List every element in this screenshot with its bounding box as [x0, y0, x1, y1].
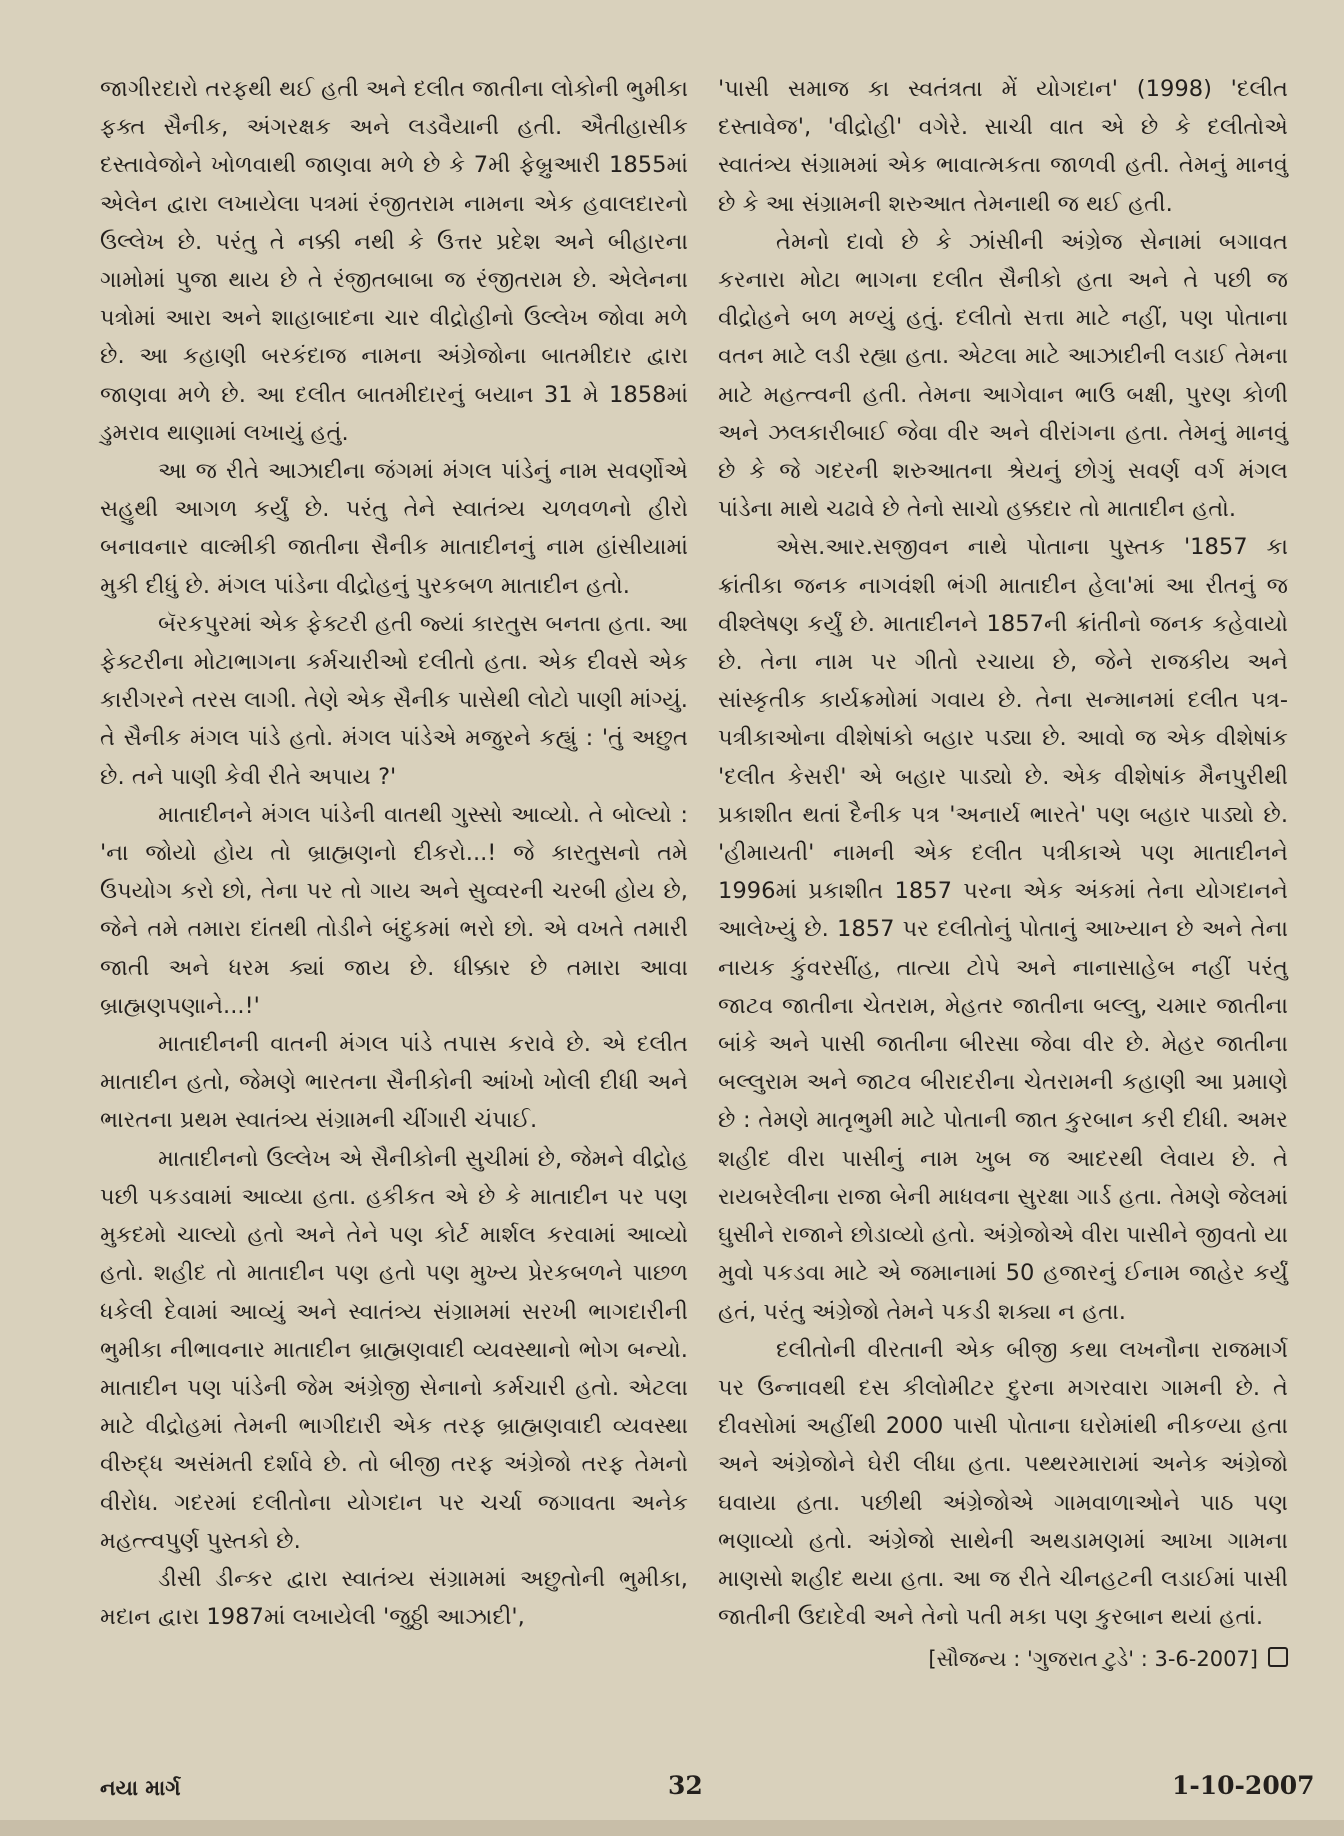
source-credit	[718, 1640, 1288, 1678]
left-paragraph-1: જાગીરદારો તરફથી થઈ હતી અને દલીત જાતીના લોકોની ભુમીકા ફક્ત સૈનીક, અંગરક્ષક અને લડવૈયાની હતી. ઐતીહાસીક દસ્તાવેજોને ખોળવાથી જાણવા મળે છે કે 7મી ફેબ્રુઆરી 1855માં એલેન દ્વારા લખાયેલા પત્રમાં રંજીતરામ નામના એક હવાલદારનો ઉલ્લેખ છે. પરંતુ તે નક્કી નથી કે ઉત્તર પ્રદેશ અને બીહારના ગામોમાં પુજા થાય છે તે રંજીતબાબા જ રંજીતરામ છે. એલેનના પત્રોમાં આરા અને શાહાબાદના ચાર વીદ્રોહીનો ઉલ્લેખ જોવા મળે છે. આ કહાણી બરકંદાજ નામના અંગ્રેજોના બાતમીદાર દ્વારા જાણવા મળે છે. આ દલીત બાતમીદારનું બયાન 31 મે 1858માં ડુમરાવ થાણામાં લખાયું હતું.	[100, 76, 688, 446]
left-column	[100, 70, 688, 1636]
left-paragraph-3: બૅરકપુરમાં એક ફેક્ટરી હતી જ્યાં કારતુસ બનતા હતા. આ ફેક્ટરીના મોટાભાગના કર્મચારીઓ દલીતો હતા. એક દીવસે એક કારીગરને તરસ લાગી. તેણે એક સૈનીક પાસેથી લોટો પાણી માંગ્યું. તે સૈનીક મંગલ પાંડે હતો. મંગલ પાંડેએ મજુરને કહ્યું : 'તું અછુત છે. તને પાણી કેવી રીતે અપાય ?'	[100, 610, 688, 790]
footer-magazine-name: નયા માર્ગ	[100, 1776, 181, 1800]
left-paragraph-5: માતાદીનની વાતની મંગલ પાંડે તપાસ કરાવે છે. એ દલીત માતાદીન હતો, જેમણે ભારતના સૈનીકોની આંખો ખોલી દીધી અને ભારતના પ્રથમ સ્વાતંત્ર્ય સંગ્રામની ચીંગારી ચંપાઈ.	[100, 1031, 688, 1134]
right-paragraph-4: દલીતોની વીરતાની એક બીજી કથા લખનૌના રાજમાર્ગ પર ઉન્નાવથી દસ કીલોમીટર દુરના મગરવારા ગામની છે. તે દીવસોમાં અહીંથી 2000 પાસી પોતાના ઘરોમાંથી નીકળ્યા હતા અને અંગ્રેજોને ઘેરી લીધા હતા. પથ્થરમારામાં અનેક અંગ્રેજો ઘવાયા હતા. પછીથી અંગ્રેજોએ ગામવાળાઓને પાઠ પણ ભણાવ્યો હતો. અંગ્રેજો સાથેની અથડામણમાં આખા ગામના માણસો શહીદ થયા હતા. આ જ રીતે ચીનહટની લડાઈમાં પાસી જાતીની ઉદાદેવી અને તેનો પતી મકા પણ કુરબાન થયાં હતાં.	[718, 1336, 1288, 1631]
end-mark-icon	[1268, 1647, 1288, 1667]
left-paragraph-6: માતાદીનનો ઉલ્લેખ એ સૈનીકોની સુચીમાં છે, જેમને વીદ્રોહ પછી પકડવામાં આવ્યા હતા. હકીકત એ છે કે માતાદીન પર પણ મુકદમો ચાલ્યો હતો અને તેને પણ કોર્ટ માર્શલ કરવામાં આવ્યો હતો. શહીદ તો માતાદીન પણ હતો પણ મુખ્ય પ્રેરકબળને પાછળ ધકેલી દેવામાં આવ્યું અને સ્વાતંત્ર્ય સંગ્રામમાં સરખી ભાગદારીની ભુમીકા નીભાવનાર માતાદીન બ્રાહ્મણવાદી વ્યવસ્થાનો ભોગ બન્યો. માતાદીન પણ પાંડેની જેમ અંગ્રેજી સેનાનો કર્મચારી હતો. એટલા માટે વીદ્રોહમાં તેમની ભાગીદારી એક તરફ બ્રાહ્મણવાદી વ્યવસ્થા વીરુદ્ધ અસંમતી દર્શાવે છે. તો બીજી તરફ અંગ્રેજો તરફ તેમનો વીરોધ. ગદરમાં દલીતોના યોગદાન પર ચર્ચા જગાવતા અનેક મહત્ત્વપુર્ણ પુસ્તકો છે.	[100, 1145, 688, 1554]
right-paragraph-1: 'પાસી સમાજ કા સ્વતંત્રતા મેં યોગદાન' (1998) 'દલીત દસ્તાવેજ', 'વીદ્રોહી' વગેરે. સાચી વાત એ છે કે દલીતોએ સ્વાતંત્ર્ય સંગ્રામમાં એક ભાવાત્મકતા જાળવી હતી. તેમનું માનવું છે કે આ સંગ્રામની શરુઆત તેમનાથી જ થઈ હતી.	[718, 76, 1288, 217]
right-paragraph-3: એસ.આર.સજીવન નાથે પોતાના પુસ્તક '1857 કા ક્રાંતીકા જનક નાગવંશી ભંગી માતાદીન હેલા'માં આ રીતનું જ વીશ્લેષણ કર્યું છે. માતાદીનને 1857ની ક્રાંતીનો જનક કહેવાયો છે. તેના નામ પર ગીતો રચાયા છે, જેને રાજકીય અને સાંસ્કૃતીક કાર્યક્રમોમાં ગવાય છે. તેના સન્માનમાં દલીત પત્ર-પત્રીકાઓના વીશેષાંકો બહાર પડ્યા છે. આવો જ એક વીશેષાંક 'દલીત કેસરી' એ બહાર પાડ્યો છે. એક વીશેષાંક મૈનપુરીથી પ્રકાશીત થતાં દૈનીક પત્ર 'અનાર્ય ભારતે' પણ બહાર પાડ્યો છે. 'હીમાયતી' નામની એક દલીત પત્રીકાએ પણ માતાદીનને 1996માં પ્રકાશીત 1857 પરના એક અંકમાં તેના યોગદાનને આલેખ્યું છે. 1857 પર દલીતોનું પોતાનું આખ્યાન છે અને તેના નાયક કુંવરસીંહ, તાત્યા ટોપે અને નાનાસાહેબ નહીં પરંતુ જાટવ જાતીના ચેતરામ, મેહતર જાતીના બલ્લુ, ચમાર જાતીના બાંકે અને પાસી જાતીના બીરસા જેવા વીર છે. મેહર જાતીના બલ્લુરામ અને જાટવ બીરાદરીના ચેતરામની કહાણી આ પ્રમાણે છે : તેમણે માતૃભુમી માટે પોતાની જાત કુરબાન કરી દીધી. અમર શહીદ વીરા પાસીનું નામ ખુબ જ આદરથી લેવાય છે. તે રાયબરેલીના રાજા બેની માધવના સુરક્ષા ગાર્ડ હતા. તેમણે જેલમાં ઘુસીને રાજાને છોડાવ્યો હતો. અંગ્રેજોએ વીરા પાસીને જીવતો યા મુવો પકડવા માટે એ જમાનામાં 50 હજારનું ઈનામ જાહેર કર્યું હતં, પરંતુ અંગ્રેજો તેમને પકડી શક્યા ન હતા.	[718, 534, 1288, 1325]
left-paragraph-4: માતાદીનને મંગલ પાંડેની વાતથી ગુસ્સો આવ્યો. તે બોલ્યો : 'ના જોયો હોય તો બ્રાહ્મણનો દીકરો...! જે કારતુસનો તમે ઉપયોગ કરો છો, તેના પર તો ગાય અને સુવ્વરની ચરબી હોય છે, જેને તમે તમારા દાંતથી તોડીને બંદુકમાં ભરો છો. એ વખતે તમારી જાતી અને ધરમ ક્યાં જાય છે. ધીક્કાર છે તમારા આવા બ્રાહ્મણપણાને...!'	[100, 801, 688, 1019]
right-paragraph-2: તેમનો દાવો છે કે ઝાંસીની અંગ્રેજ સેનામાં બગાવત કરનારા મોટા ભાગના દલીત સૈનીકો હતા અને તે પછી જ વીદ્રોહને બળ મળ્યું હતું. દલીતો સત્તા માટે નહીં, પણ પોતાના વતન માટે લડી રહ્યા હતા. એટલા માટે આઝાદીની લડાઈ તેમના માટે મહત્ત્વની હતી. તેમના આગેવાન ભાઉ બક્ષી, પુરણ કોળી અને ઝલકારીબાઈ જેવા વીર અને વીરાંગના હતા. તેમનું માનવું છે કે જે ગદરની શરુઆતના શ્રેયનું છોગું સવર્ણ વર્ગ મંગલ પાંડેના માથે ચઢાવે છે તેનો સાચો હક્કદાર તો માતાદીન હતો.	[718, 228, 1288, 523]
left-paragraph-2: આ જ રીતે આઝાદીના જંગમાં મંગલ પાંડેનું નામ સવર્ણોએ સહુથી આગળ કર્યું છે. પરંતુ તેને સ્વાતંત્ર્ય ચળવળનો હીરો બનાવનાર વાલ્મીકી જાતીના સૈનીક માતાદીનનું નામ હાંસીયામાં મુકી દીધું છે. મંગલ પાંડેના વીદ્રોહનું પુરકબળ માતાદીન હતો.	[100, 458, 688, 599]
right-column	[718, 70, 1288, 1679]
left-paragraph-7: ડીસી ડીન્કર દ્વારા સ્વાતંત્ર્ય સંગ્રામમાં અછુતોની ભુમીકા, મદાન દ્વારા 1987માં લખાયેલી 'જુઠ્ઠી આઝાદી',	[100, 1565, 688, 1631]
page-bottom-edge	[0, 1820, 1344, 1836]
footer-date: 1-10-2007	[1172, 1771, 1315, 1800]
footer-page-number: 32	[668, 1771, 703, 1800]
source-credit-text: [સૌજન્ય : 'ગુજરાત ટુડે' : 3-6-2007]	[928, 1647, 1258, 1672]
